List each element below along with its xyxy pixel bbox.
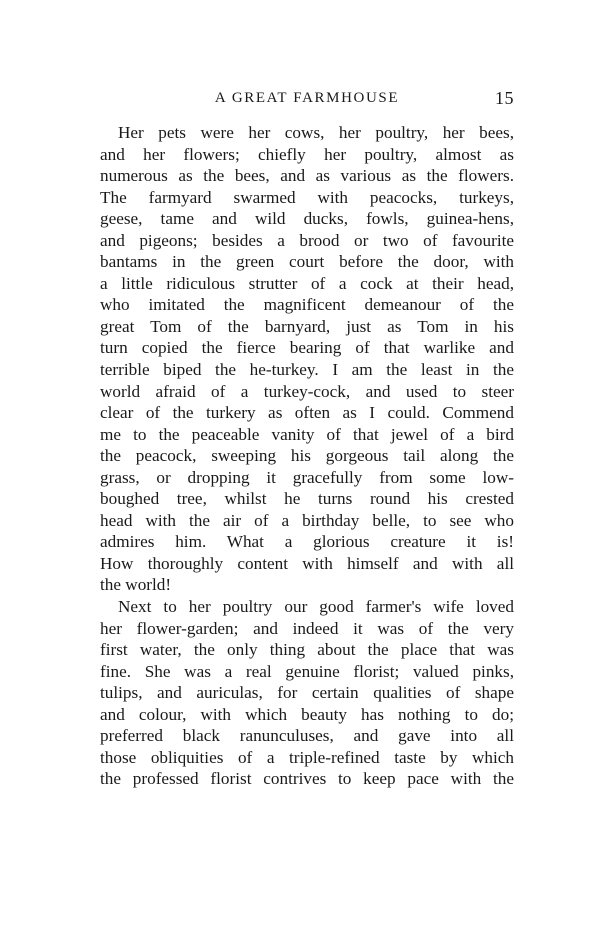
- text-line: bantams in the green court before the door, with: [100, 252, 514, 272]
- body-text: [100, 122, 514, 790]
- text-line: and pigeons; besides a brood or two of favourite: [100, 230, 514, 250]
- text-line: geese, tame and wild ducks, fowls, guinea-hens,: [100, 209, 514, 229]
- text-line: How thoroughly content with himself and with all: [100, 553, 514, 573]
- text-line: the peacock, sweeping his gorgeous tail along the: [100, 446, 514, 466]
- text-line: fine. She was a real genuine florist; valued pinks,: [100, 661, 514, 681]
- text-line: and colour, with which beauty has nothing to do;: [100, 704, 514, 724]
- text-line: terrible biped the he-turkey. I am the least in the: [100, 360, 514, 380]
- text-line: me to the peaceable vanity of that jewel of a bird: [100, 424, 514, 444]
- text-line: numerous as the bees, and as various as the flowers.: [100, 166, 514, 186]
- text-line: world afraid of a turkey-cock, and used to steer: [100, 381, 514, 401]
- text-line: the professed florist contrives to keep pace with the: [100, 769, 514, 789]
- paragraph: [100, 122, 514, 596]
- running-head: [100, 88, 514, 110]
- text-line: grass, or dropping it gracefully from some low-: [100, 467, 514, 487]
- text-line: her flower-garden; and indeed it was of the very: [100, 618, 514, 638]
- text-line: great Tom of the barnyard, just as Tom in his: [100, 316, 514, 336]
- text-line: Next to her poultry our good farmer's wife loved: [118, 597, 514, 617]
- text-line: a little ridiculous strutter of a cock at their head,: [100, 273, 514, 293]
- text-line: preferred black ranunculuses, and gave into all: [100, 726, 514, 746]
- text-line: clear of the turkery as often as I could. Commend: [100, 403, 514, 423]
- running-title: A GREAT FARMHOUSE: [214, 90, 400, 106]
- text-line: head with the air of a birthday belle, to see who: [100, 510, 514, 530]
- text-line: first water, the only thing about the place that was: [100, 640, 514, 660]
- text-line: Her pets were her cows, her poultry, her bees,: [118, 123, 514, 142]
- text-line: admires him. What a glorious creature it is!: [100, 532, 514, 552]
- text-line: boughed tree, whilst he turns round his crested: [100, 489, 514, 509]
- text-line: and her flowers; chiefly her poultry, almost as: [100, 144, 514, 164]
- text-line: tulips, and auriculas, for certain qualities of shape: [100, 683, 514, 703]
- page-number: 15: [495, 88, 514, 108]
- text-line: The farmyard swarmed with peacocks, turkeys,: [100, 187, 514, 207]
- paragraph: [100, 596, 514, 790]
- text-line: who imitated the magnificent demeanour of the: [100, 295, 514, 315]
- text-line: the world!: [100, 575, 172, 595]
- text-line: turn copied the fierce bearing of that warlike and: [100, 338, 514, 358]
- text-line: those obliquities of a triple-refined taste by which: [100, 747, 514, 767]
